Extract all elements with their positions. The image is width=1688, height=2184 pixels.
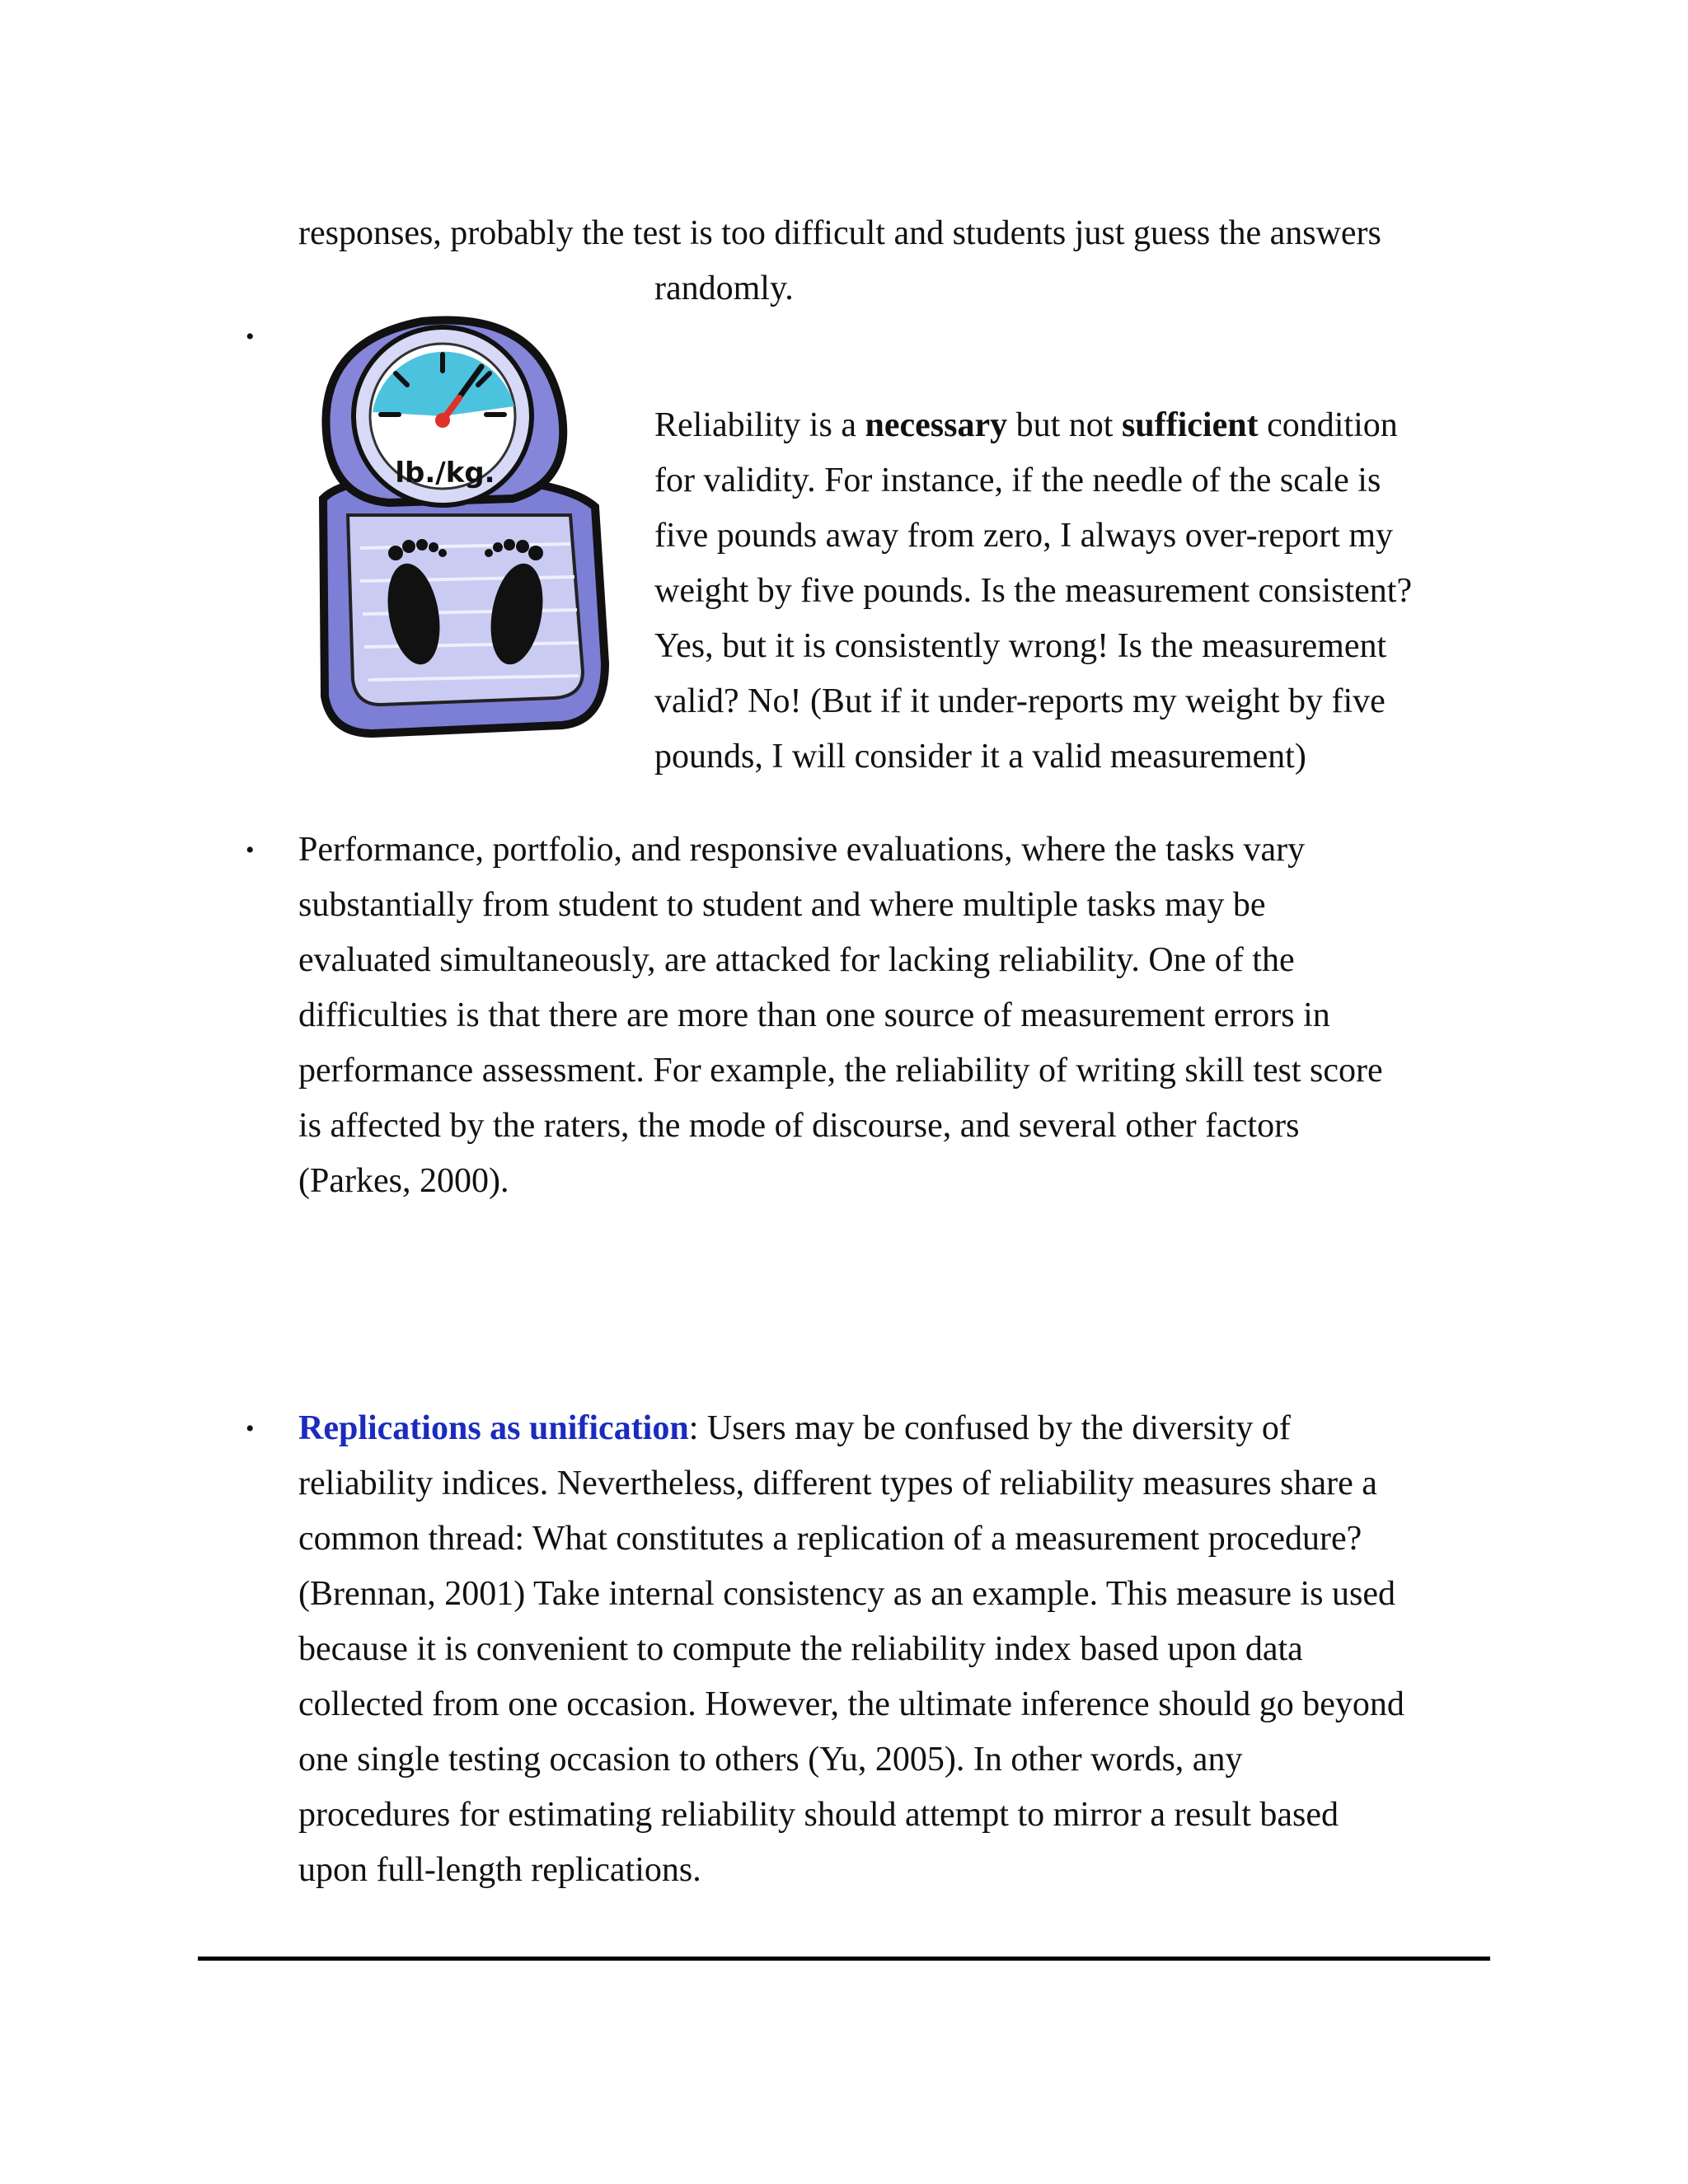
bathroom-scale-image [298, 309, 612, 742]
performance-line: substantially from student to student and where multiple tasks may be [298, 886, 1266, 924]
performance-line: evaluated simultaneously, are attacked for lacking reliability. One of the [298, 941, 1295, 979]
bullet-replications: • [246, 1415, 255, 1442]
replications-line: upon full-length replications. [298, 1851, 701, 1889]
reliability-line: pounds, I will consider it a valid measurement) [654, 738, 1306, 776]
performance-line: performance assessment. For example, the reliability of writing skill test score [298, 1052, 1383, 1090]
reliability-line: five pounds away from zero, I always over-report my [654, 517, 1394, 555]
intro-line-1: responses, probably the test is too difficult and students just guess the answers [298, 214, 1381, 252]
replications-line: reliability indices. Nevertheless, different types of reliability measures share a [298, 1465, 1377, 1502]
replications-line: collected from one occasion. However, the ultimate inference should go beyond [298, 1685, 1404, 1723]
replications-line: one single testing occasion to others (Yu, 2005). In other words, any [298, 1741, 1243, 1779]
performance-line: Performance, portfolio, and responsive evaluations, where the tasks vary [298, 831, 1306, 869]
replications-term: Replications as unification [298, 1409, 689, 1447]
performance-line: difficulties is that there are more than one source of measurement errors in [298, 996, 1330, 1034]
reliability-line-1: Reliability is a necessary but not sufficient condition [654, 406, 1398, 444]
replications-line: procedures for estimating reliability should attempt to mirror a result based [298, 1796, 1339, 1834]
reliability-line: valid? No! (But if it under-reports my weight by five [654, 682, 1386, 720]
dial-unit-label: lb./kg. [395, 457, 495, 490]
necessary-bold: necessary [865, 406, 1008, 444]
performance-line: (Parkes, 2000). [298, 1162, 509, 1200]
sufficient-bold: sufficient [1121, 406, 1259, 444]
replications-line-1: Replications as unification: Users may be confused by the diversity of [298, 1409, 1291, 1447]
bullet-scale: • [246, 323, 255, 350]
replications-line: common thread: What constitutes a replication of a measurement procedure? [298, 1520, 1362, 1558]
reliability-line: Yes, but it is consistently wrong! Is the measurement [654, 627, 1387, 665]
horizontal-rule [198, 1957, 1490, 1961]
reliability-line: weight by five pounds. Is the measurement consistent? [654, 572, 1413, 610]
replications-line: (Brennan, 2001) Take internal consistency as an example. This measure is used [298, 1575, 1395, 1613]
performance-line: is affected by the raters, the mode of discourse, and several other factors [298, 1107, 1300, 1145]
reliability-line: for validity. For instance, if the needle of the scale is [654, 462, 1381, 499]
intro-line-2: randomly. [654, 269, 794, 307]
bullet-performance: • [246, 837, 255, 864]
replications-line: because it is convenient to compute the reliability index based upon data [298, 1630, 1303, 1668]
